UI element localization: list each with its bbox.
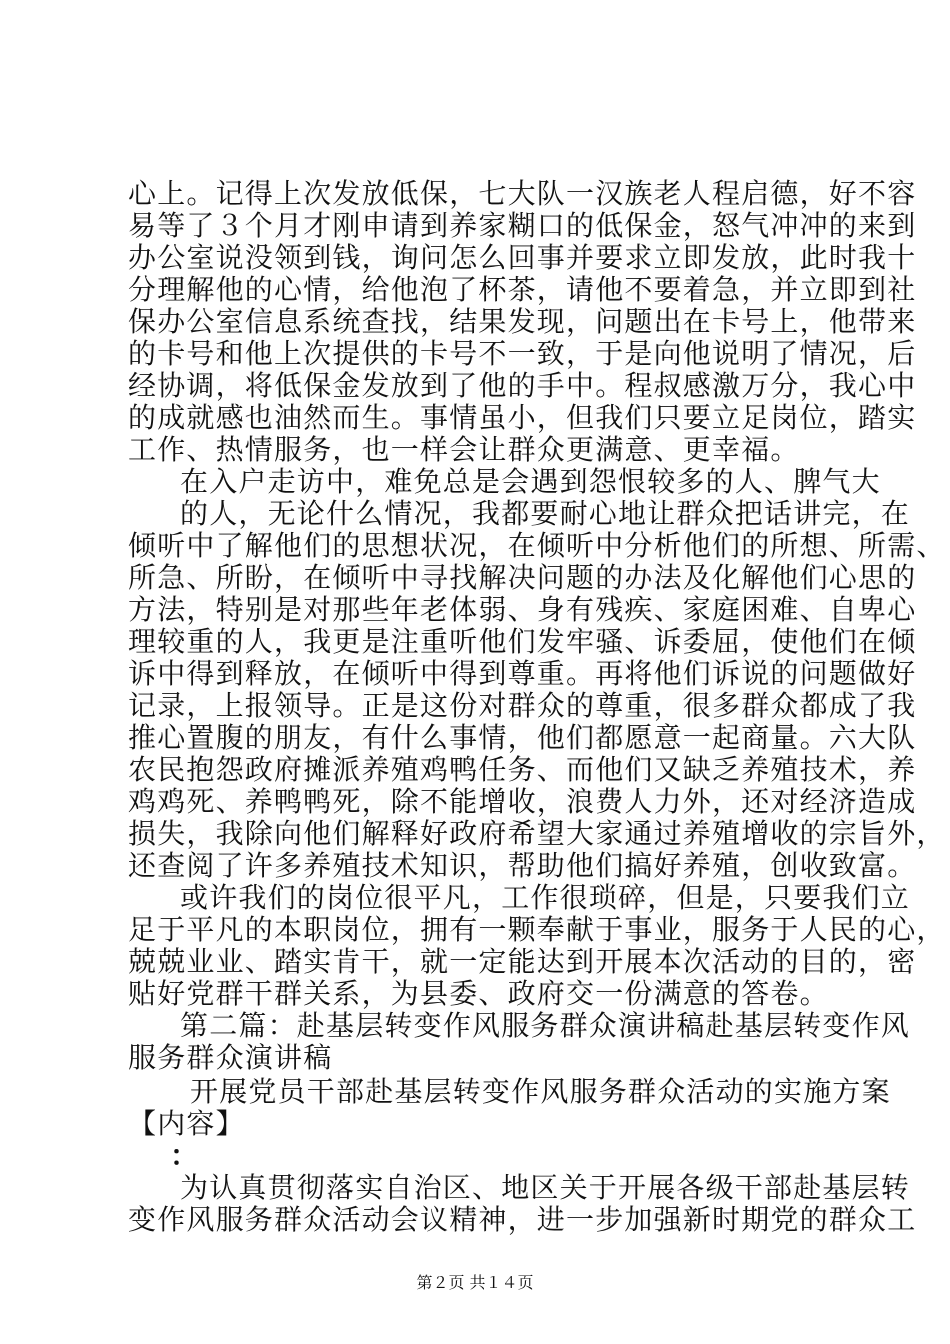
paragraph-line: 损失，我除向他们解释好政府希望大家通过养殖增收的宗旨外， xyxy=(128,817,946,850)
page-number-footer: 第２页 共１４页 xyxy=(416,1273,534,1292)
paragraph-line: 的卡号和他上次提供的卡号不一致，于是向他说明了情况，后 xyxy=(128,337,917,370)
paragraph-line: 为认真贯彻落实自治区、地区关于开展各级干部赴基层转 xyxy=(180,1171,911,1204)
paragraph-line: 在入户走访中，难免总是会遇到怨恨较多的人、脾气大 xyxy=(180,465,881,498)
paragraph-line: 方法，特别是对那些年老体弱、身有残疾、家庭困难、自卑心 xyxy=(128,593,917,626)
paragraph-line: 推心置腹的朋友，有什么事情，他们都愿意一起商量。六大队 xyxy=(128,721,917,754)
paragraph-line: 记录，上报领导。正是这份对群众的尊重，很多群众都成了我 xyxy=(128,689,917,722)
paragraph-line: 倾听中了解他们的思想状况，在倾听中分析他们的所想、所需、 xyxy=(128,529,946,562)
paragraph-line: 贴好党群干群关系，为县委、政府交一份满意的答卷。 xyxy=(128,977,829,1010)
paragraph-line: 易等了３个月才刚申请到养家糊口的低保金，怒气冲冲的来到 xyxy=(128,209,917,242)
colon-mark: ： xyxy=(170,1139,200,1172)
paragraph-line: 鸡鸡死、养鸭鸭死，除不能增收，浪费人力外，还对经济造成 xyxy=(128,785,917,818)
paragraph-line: 经协调，将低保金发放到了他的手中。程叔感激万分，我心中 xyxy=(128,369,917,402)
paragraph-line: 还查阅了许多养殖技术知识，帮助他们搞好养殖，创收致富。 xyxy=(128,849,917,882)
paragraph-line: 所急、所盼，在倾听中寻找解决问题的办法及化解他们心思的 xyxy=(128,561,917,594)
paragraph-line: 或许我们的岗位很平凡，工作很琐碎，但是，只要我们立 xyxy=(180,881,911,914)
paragraph-line: 分理解他的心情，给他泡了杯茶，请他不要着急，并立即到社 xyxy=(128,273,917,306)
section-heading: 服务群众演讲稿 xyxy=(128,1041,333,1074)
paragraph-line: 心上。记得上次发放低保，七大队一汉族老人程启德，好不容 xyxy=(128,177,917,210)
paragraph-line: 足于平凡的本职岗位，拥有一颗奉献于事业，服务于人民的心， xyxy=(128,913,946,946)
paragraph-line: 的成就感也油然而生。事情虽小，但我们只要立足岗位，踏实 xyxy=(128,401,917,434)
paragraph-line: 理较重的人，我更是注重听他们发牢骚、诉委屈，使他们在倾 xyxy=(128,625,917,658)
paragraph-line: 兢兢业业、踏实肯干，就一定能达到开展本次活动的目的，密 xyxy=(128,945,917,978)
paragraph-line: 诉中得到释放，在倾听中得到尊重。再将他们诉说的问题做好 xyxy=(128,657,917,690)
section-heading: 第二篇：赴基层转变作风服务群众演讲稿赴基层转变作风 xyxy=(180,1009,911,1042)
paragraph-line: 农民抱怨政府摊派养殖鸡鸭任务、而他们又缺乏养殖技术，养 xyxy=(128,753,917,786)
paragraph-line: 变作风服务群众活动会议精神，进一步加强新时期党的群众工 xyxy=(128,1203,917,1236)
paragraph-line: 的人，无论什么情况，我都要耐心地让群众把话讲完，在 xyxy=(180,497,911,530)
content-label: 【内容】 xyxy=(128,1107,245,1140)
paragraph-line: 办公室说没领到钱，询问怎么回事并要求立即发放，此时我十 xyxy=(128,241,917,274)
paragraph-line: 工作、热情服务，也一样会让群众更满意、更幸福。 xyxy=(128,433,800,466)
plan-title: 开展党员干部赴基层转变作风服务群众活动的实施方案 xyxy=(190,1075,891,1108)
paragraph-line: 保办公室信息系统查找，结果发现，问题出在卡号上，他带来 xyxy=(128,305,917,338)
